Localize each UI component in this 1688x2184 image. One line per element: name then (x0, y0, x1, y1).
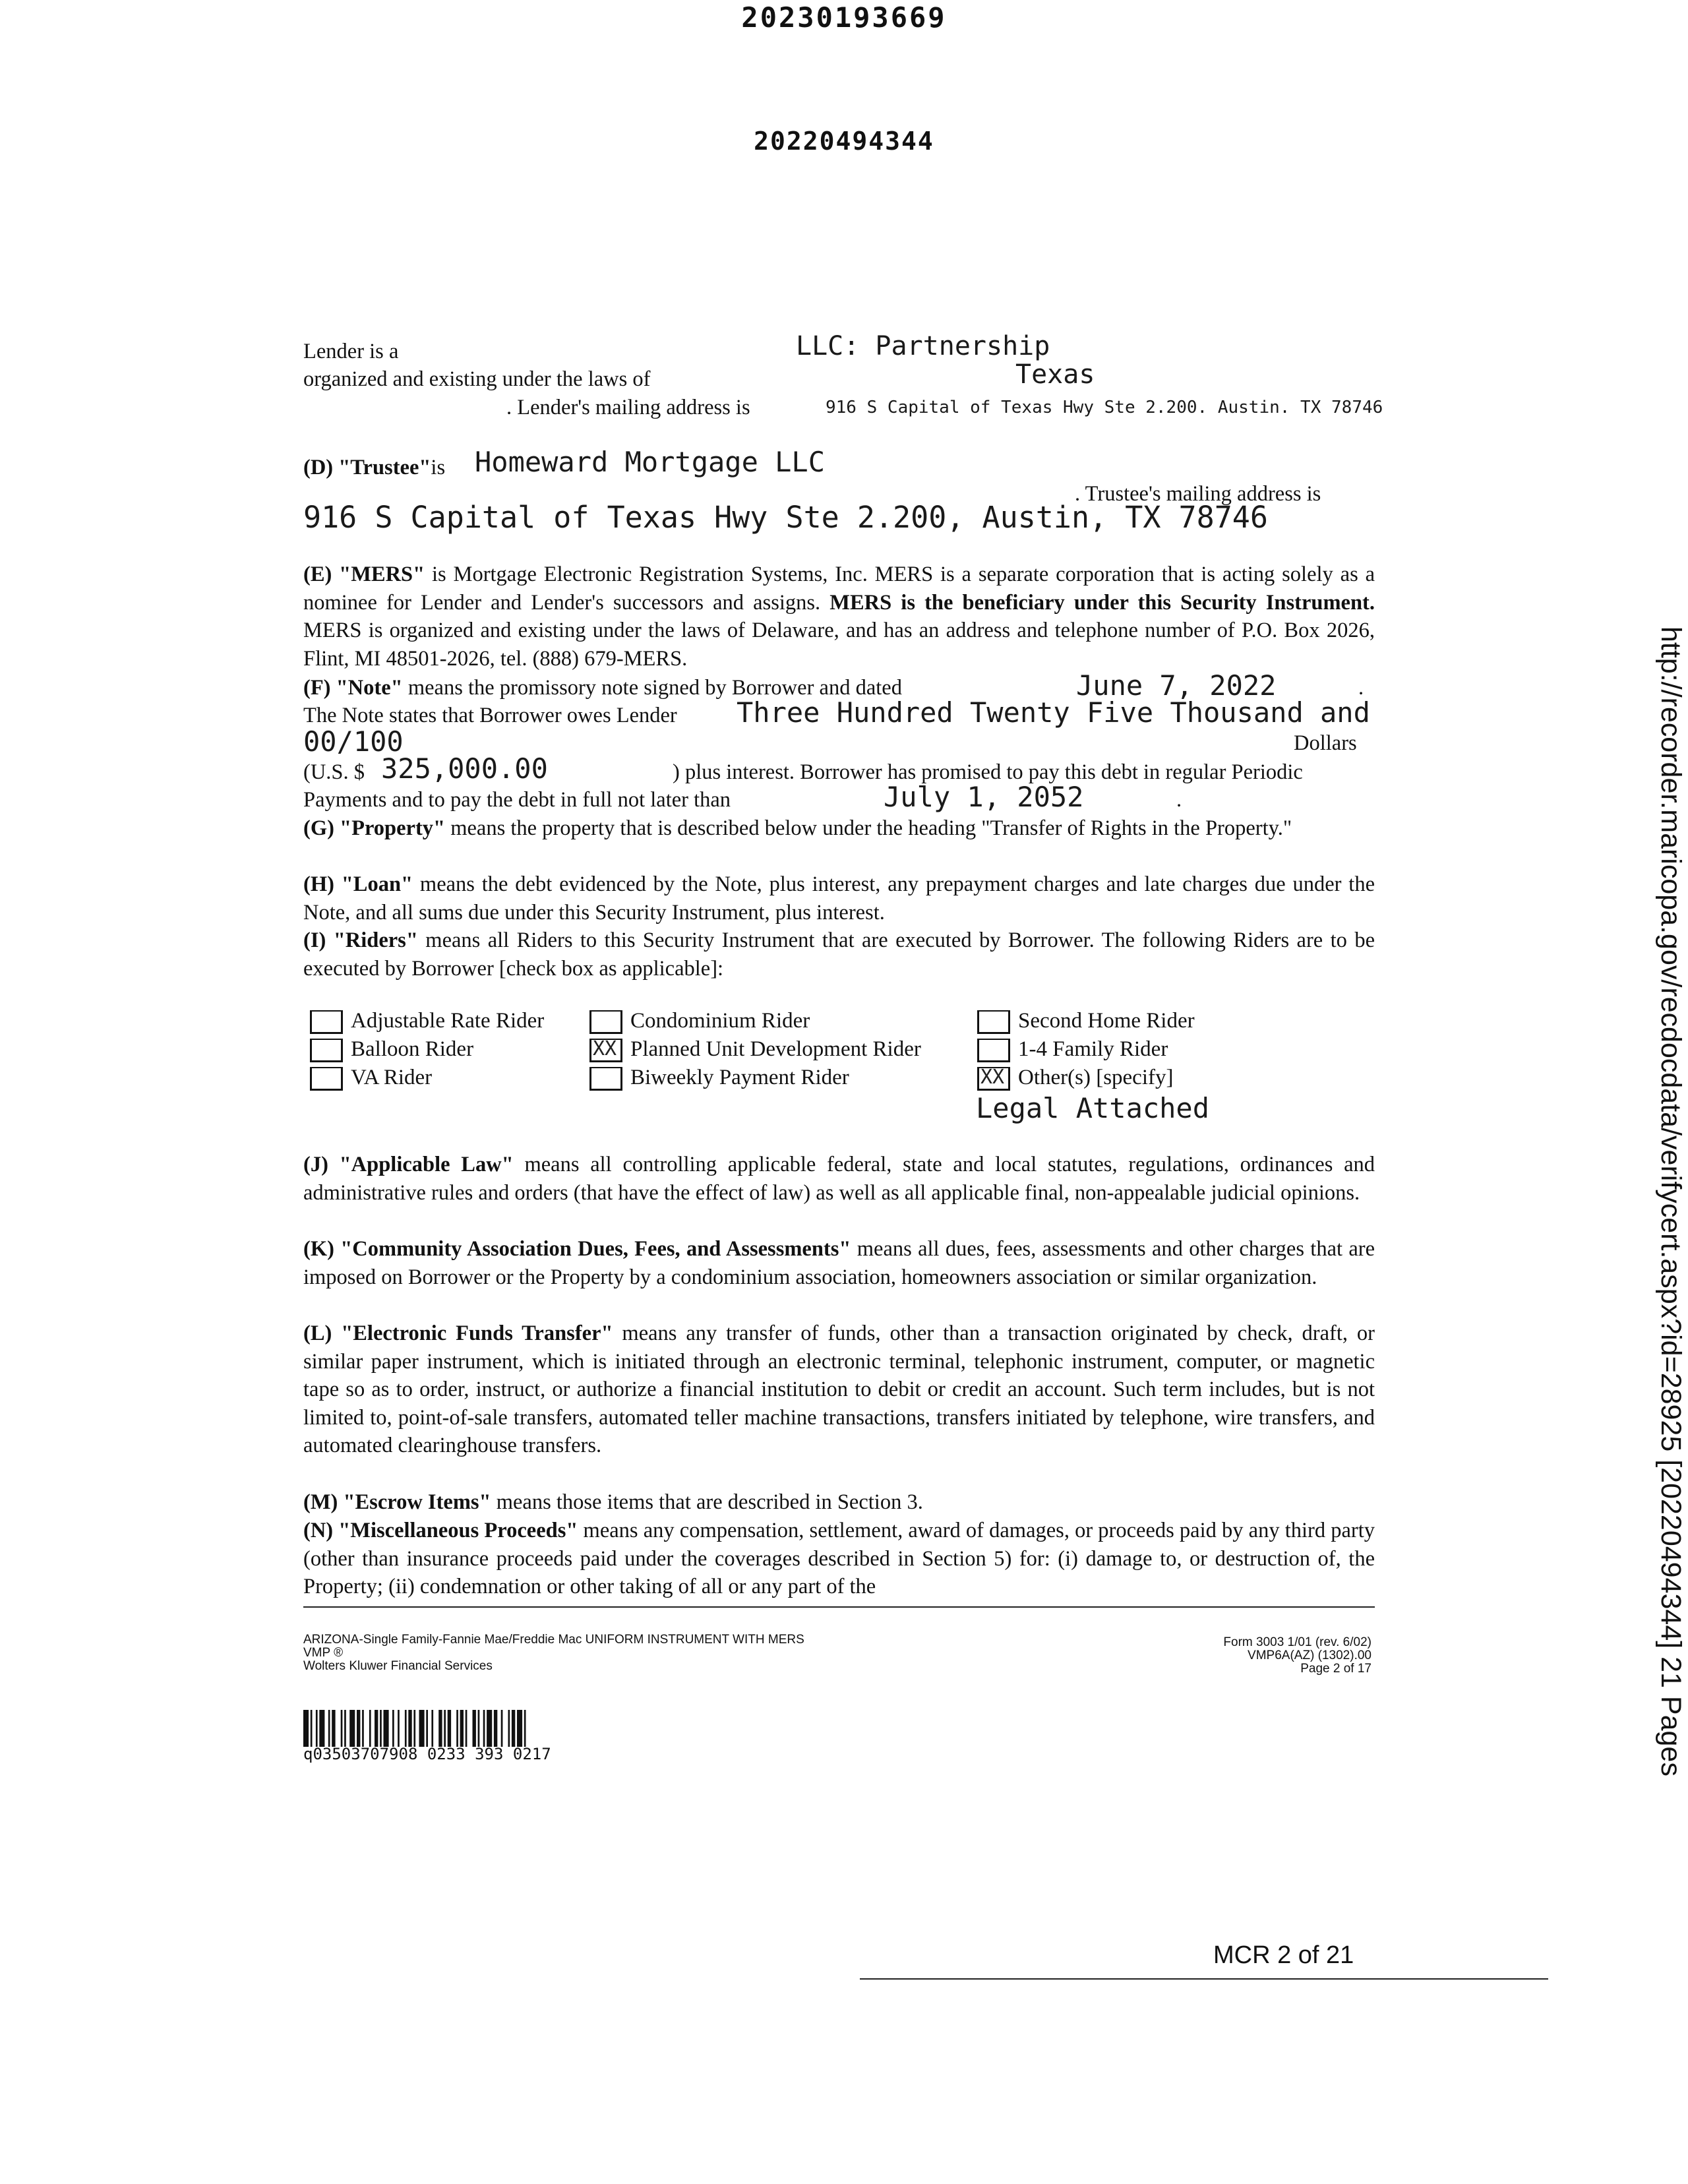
mcr-rule (860, 1978, 1548, 1980)
checkbox-planned-unit-development[interactable] (589, 1039, 622, 1062)
note-owes-label: The Note states that Borrower owes Lender (303, 704, 677, 727)
rider-label: Second Home Rider (1018, 1009, 1195, 1033)
rider-biweekly-payment[interactable] (589, 1066, 849, 1091)
note-text-1: means the promissory note signed by Borrower and dated (402, 676, 902, 700)
eft-text: means any transfer of funds, other than a transaction originated by check, draft, or similar paper instrument, which is initiated through an electronic terminal, telephonic instrument, computer, or magnetic tape so as to order, instruct, or authorize a financial institution to debit or credit an account. Such term includes, but is not limited to, point-of-sale transfers, automated teller machine transactions, transfers initiated by telephone, wire transfers, and automated clearinghouse transfers. (303, 1321, 1375, 1458)
recording-number-top: 20230193669 (741, 1, 947, 34)
rider-va[interactable] (310, 1066, 432, 1091)
note-payments-text: Payments and to pay the debt in full not later than (303, 788, 731, 812)
checkbox-other[interactable] (977, 1067, 1010, 1091)
lender-mailing-address: 916 S Capital of Texas Hwy Ste 2.200. Austin. TX 78746 (826, 398, 1383, 417)
note-plus-interest-text: ) plus interest. Borrower has promised to pay this debt in regular Periodic (673, 760, 1303, 784)
mers-label: (E) "MERS" (303, 562, 425, 586)
lender-laws-label: organized and existing under the laws of (303, 367, 651, 391)
footer-form-number: Form 3003 1/01 (rev. 6/02) (1223, 1635, 1372, 1649)
verification-url-sidebar[interactable]: http://recorder.maricopa.gov/recdocdata/verifycert.aspx?id=28925 [20220494344] 21 Pages (1655, 626, 1687, 1776)
checkbox-second-home[interactable] (977, 1010, 1010, 1034)
note-us-label: (U.S. $ (303, 760, 365, 784)
rider-label: 1-4 Family Rider (1018, 1037, 1168, 1061)
loan-paragraph (303, 870, 1375, 926)
rider-1-4-family[interactable] (977, 1037, 1168, 1062)
lender-entity-type: LLC: Partnership (796, 331, 1050, 361)
misc-proceeds-label: (N) "Miscellaneous Proceeds" (303, 1519, 578, 1542)
checkbox-biweekly-payment[interactable] (589, 1067, 622, 1091)
footer-vmp-code: VMP6A(AZ) (1302).00 (1248, 1649, 1372, 1662)
checkbox-condominium[interactable] (589, 1010, 622, 1034)
loan-text: means the debt evidenced by the Note, plus interest, any prepayment charges and late charges due under the Note, and all sums due under this Security Instrument, plus interest. (303, 872, 1375, 925)
applicable-law-paragraph (303, 1151, 1375, 1207)
footer-form-title: ARIZONA-Single Family-Fannie Mae/Freddie Mac UNIFORM INSTRUMENT WITH MERS (303, 1633, 804, 1647)
checkbox-balloon[interactable] (310, 1039, 343, 1062)
barcode-image (303, 1710, 725, 1747)
rider-label: Adjustable Rate Rider (351, 1009, 545, 1033)
rider-label: Balloon Rider (351, 1037, 474, 1061)
rider-other[interactable] (977, 1066, 1173, 1091)
checkbox-1-4-family[interactable] (977, 1039, 1010, 1062)
mers-paragraph (303, 561, 1375, 673)
property-label: (G) "Property" (303, 816, 446, 840)
note-amount-words-2: 00/100 (303, 725, 404, 758)
lender-state: Texas (1015, 359, 1095, 390)
eft-paragraph (303, 1320, 1375, 1460)
checkbox-adjustable-rate[interactable] (310, 1010, 343, 1034)
footer-publisher: Wolters Kluwer Financial Services (303, 1659, 493, 1673)
rider-planned-unit-development[interactable] (589, 1037, 921, 1062)
misc-proceeds-paragraph (303, 1517, 1375, 1601)
note-date-period: . (1358, 676, 1364, 700)
mers-text-2: MERS is organized and existing under the laws of Delaware, and has an address and telephone number of P.O. Box 2026, Flint, MI 48501-2026, tel. (888) 679-MERS. (303, 619, 1375, 671)
loan-label: (H) "Loan" (303, 872, 413, 896)
misc-proceeds-text: means any compensation, settlement, award of damages, or proceeds paid by any third party (other than insurance proceeds paid under the coverages described in Section 5) for: (i) damage to, or destruction of, the Property; (ii) condemnation or other taking of all or any part of the (303, 1519, 1375, 1599)
trustee-label: (D) "Trustee" (303, 456, 431, 479)
escrow-items-label: (M) "Escrow Items" (303, 1490, 491, 1514)
lender-is-a-label: Lender is a (303, 340, 399, 363)
applicable-law-label: (J) "Applicable Law" (303, 1153, 514, 1176)
eft-label: (L) "Electronic Funds Transfer" (303, 1321, 613, 1345)
note-amount: 325,000.00 (381, 752, 548, 785)
note-maturity-date: July 1, 2052 (884, 781, 1084, 813)
rider-label: Condominium Rider (630, 1009, 810, 1033)
mers-text-1: is Mortgage Electronic Registration Systems, Inc. MERS is a separate corporation that is acting solely as a nominee for Lender and Lender's successors and assigns. (303, 562, 1375, 615)
checkbox-va[interactable] (310, 1067, 343, 1091)
riders-label: (I) "Riders" (303, 928, 418, 952)
property-paragraph (303, 814, 1375, 843)
mers-beneficiary-bold: MERS is the beneficiary under this Security Instrument. (829, 590, 1375, 615)
trustee-address: 916 S Capital of Texas Hwy Ste 2.200, Austin, TX 78746 (303, 500, 1268, 535)
note-label: (F) "Note" (303, 676, 403, 700)
note-date: June 7, 2022 (1076, 669, 1277, 702)
escrow-items-text: means those items that are described in Section 3. (491, 1490, 923, 1514)
footer-page-number: Page 2 of 17 (1300, 1662, 1372, 1676)
rider-adjustable-rate[interactable] (310, 1009, 544, 1034)
property-text: means the property that is described below under the heading "Transfer of Rights in the Property." (445, 816, 1292, 840)
note-maturity-period: . (1176, 788, 1182, 812)
note-dollars-label: Dollars (1294, 731, 1357, 755)
rider-other-specify: Legal Attached (976, 1092, 1210, 1124)
lender-mailing-label: . Lender's mailing address is (506, 396, 750, 419)
footer-rule (303, 1606, 1375, 1608)
applicable-law-text: means all controlling applicable federal, state and local statutes, regulations, ordinances and administrative rules and orders (that have the effect of law) as well as all applicable final, non-appealable judicial opinions. (303, 1153, 1375, 1205)
riders-text: means all Riders to this Security Instrument that are executed by Borrower. The following Riders are to be executed by Borrower [check box as applicable]: (303, 928, 1375, 981)
community-association-paragraph (303, 1235, 1375, 1291)
trustee-is: is (431, 456, 446, 479)
recording-number-secondary: 20220494344 (754, 127, 934, 156)
trustee-name: Homeward Mortgage LLC (475, 446, 826, 478)
note-amount-words-1: Three Hundred Twenty Five Thousand and (737, 696, 1370, 729)
rider-label: Planned Unit Development Rider (630, 1037, 921, 1061)
rider-balloon[interactable] (310, 1037, 473, 1062)
rider-label: VA Rider (351, 1066, 433, 1089)
rider-second-home[interactable] (977, 1009, 1195, 1034)
rider-label: Other(s) [specify] (1018, 1066, 1174, 1089)
community-association-text: means all dues, fees, assessments and other charges that are imposed on Borrower or the Property by a condominium association, homeowners association or similar organization. (303, 1237, 1375, 1289)
rider-label: Biweekly Payment Rider (630, 1066, 849, 1089)
rider-condominium[interactable] (589, 1009, 810, 1034)
trustee-mailing-label: . Trustee's mailing address is (1075, 482, 1321, 506)
barcode-text: q03503707908 0233 393 0217 (303, 1745, 551, 1763)
footer-vmp: VMP ® (303, 1646, 344, 1660)
trustee-line (303, 454, 445, 482)
mcr-page-marker: MCR 2 of 21 (1213, 1941, 1354, 1969)
escrow-items-paragraph (303, 1488, 1375, 1517)
community-association-label: (K) "Community Association Dues, Fees, and Assessments" (303, 1237, 851, 1261)
riders-paragraph (303, 926, 1375, 983)
